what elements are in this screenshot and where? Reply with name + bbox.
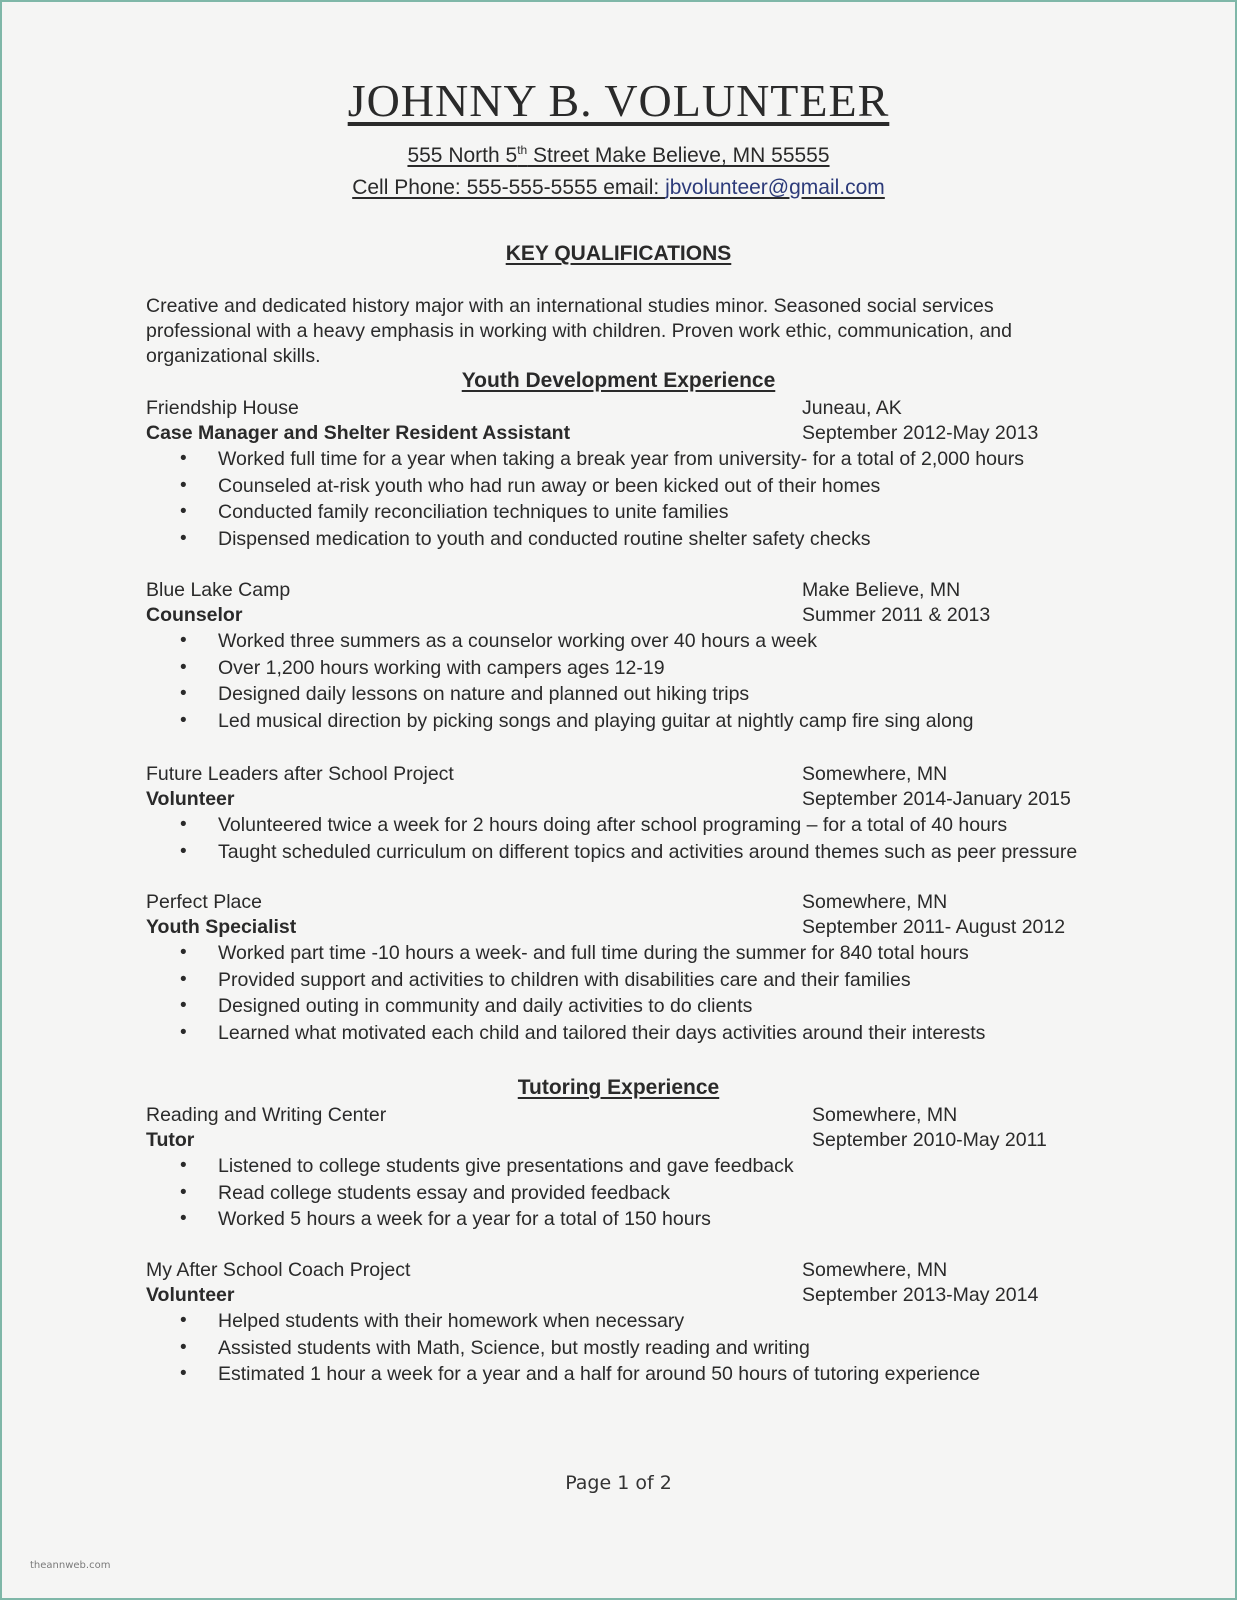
list-item: • Helped students with their homework when necessary (146, 1308, 1106, 1335)
list-item: • Worked part time -10 hours a week- and full time during the summer for 840 total hours (146, 940, 1106, 967)
organization: Friendship House (146, 397, 299, 419)
list-item: • Conducted family reconciliation techniques to unite families (146, 499, 1106, 526)
job-title: Case Manager and Shelter Resident Assistant (146, 422, 571, 444)
bullet-list (146, 1308, 1106, 1388)
dates: September 2010-May 2011 (812, 1129, 1047, 1151)
dates: September 2012-May 2013 (802, 422, 1039, 444)
location: Somewhere, MN (802, 891, 948, 913)
location: Juneau, AK (802, 397, 902, 419)
location: Somewhere, MN (812, 1104, 958, 1126)
bullet-list (146, 628, 1106, 735)
job-title: Youth Specialist (146, 916, 297, 938)
address-line (2, 134, 1235, 172)
organization: Reading and Writing Center (146, 1104, 387, 1126)
dates: September 2014-January 2015 (802, 788, 1071, 810)
job-title: Counselor (146, 604, 243, 626)
location: Make Believe, MN (802, 579, 961, 601)
address-end: Street Make Believe, MN 55555 (527, 144, 830, 167)
qualifications-heading: KEY QUALIFICATIONS (505, 242, 732, 265)
organization: Blue Lake Camp (146, 579, 291, 601)
list-item: • Assisted students with Math, Science, but mostly reading and writing (146, 1335, 1106, 1362)
list-item: • Worked three summers as a counselor working over 40 hours a week (146, 628, 1106, 655)
experience-entry (146, 890, 1106, 1047)
list-item: • Worked 5 hours a week for a year for a total of 150 hours (146, 1206, 1106, 1233)
dates: September 2011- August 2012 (802, 916, 1066, 938)
bullet-list (146, 812, 1106, 865)
organization: My After School Coach Project (146, 1259, 411, 1281)
dates: September 2013-May 2014 (802, 1284, 1039, 1306)
list-item: • Taught scheduled curriculum on different topics and activities around themes such as peer pressure (146, 839, 1106, 866)
experience-entry (146, 396, 1106, 553)
experience-entry (146, 1258, 1106, 1388)
organization: Future Leaders after School Project (146, 763, 454, 785)
bullet-list (146, 940, 1106, 1047)
list-item: • Designed daily lessons on nature and planned out hiking trips (146, 681, 1106, 708)
location: Somewhere, MN (802, 1259, 948, 1281)
job-title: Tutor (146, 1129, 195, 1151)
address-superscript: th (517, 143, 528, 157)
page-number: Page 1 of 2 (565, 1472, 672, 1494)
job-title: Volunteer (146, 788, 235, 810)
experience-entry (146, 578, 1106, 735)
address-start: 555 North 5 (407, 144, 518, 167)
contact-line (2, 172, 1235, 204)
organization: Perfect Place (146, 891, 262, 913)
qualifications-text: Creative and dedicated history major with an international studies minor. Seasoned social services professional with a heavy emphasis in working with children. Proven work ethic, communication, and organizational skills. (146, 295, 1012, 367)
list-item: • Dispensed medication to youth and conducted routine shelter safety checks (146, 526, 1106, 553)
experience-entry (146, 762, 1106, 865)
phone-text: Cell Phone: 555-555-5555 email: (352, 176, 666, 199)
email-link[interactable]: jbvolunteer@gmail.com (665, 176, 885, 199)
bullet-list (146, 446, 1106, 553)
watermark: theannweb.com (30, 1560, 111, 1571)
list-item: • Read college students essay and provided feedback (146, 1180, 1106, 1207)
experience-entry (146, 1103, 1106, 1233)
list-item: • Counseled at-risk youth who had run away or been kicked out of their homes (146, 473, 1106, 500)
dates: Summer 2011 & 2013 (802, 604, 991, 626)
list-item: • Volunteered twice a week for 2 hours doing after school programing – for a total of 40 hours (146, 812, 1106, 839)
list-item: • Designed outing in community and daily activities to do clients (146, 993, 1106, 1020)
list-item: • Provided support and activities to children with disabilities care and their families (146, 967, 1106, 994)
list-item: • Over 1,200 hours working with campers ages 12-19 (146, 655, 1106, 682)
list-item: • Estimated 1 hour a week for a year and a half for around 50 hours of tutoring experience (146, 1361, 1106, 1388)
list-item: • Worked full time for a year when taking a break year from university- for a total of 2,000 hours (146, 446, 1106, 473)
tutoring-heading: Tutoring Experience (517, 1076, 720, 1099)
list-item: • Led musical direction by picking songs and playing guitar at nightly camp fire sing along (146, 708, 1106, 735)
list-item: • Learned what motivated each child and tailored their days activities around their interests (146, 1020, 1106, 1047)
location: Somewhere, MN (802, 763, 948, 785)
youth-heading: Youth Development Experience (461, 369, 776, 392)
bullet-list (146, 1153, 1106, 1233)
list-item: • Listened to college students give presentations and gave feedback (146, 1153, 1106, 1180)
job-title: Volunteer (146, 1284, 235, 1306)
applicant-name: JOHNNY B. VOLUNTEER (347, 75, 890, 126)
resume-header (2, 72, 1235, 204)
